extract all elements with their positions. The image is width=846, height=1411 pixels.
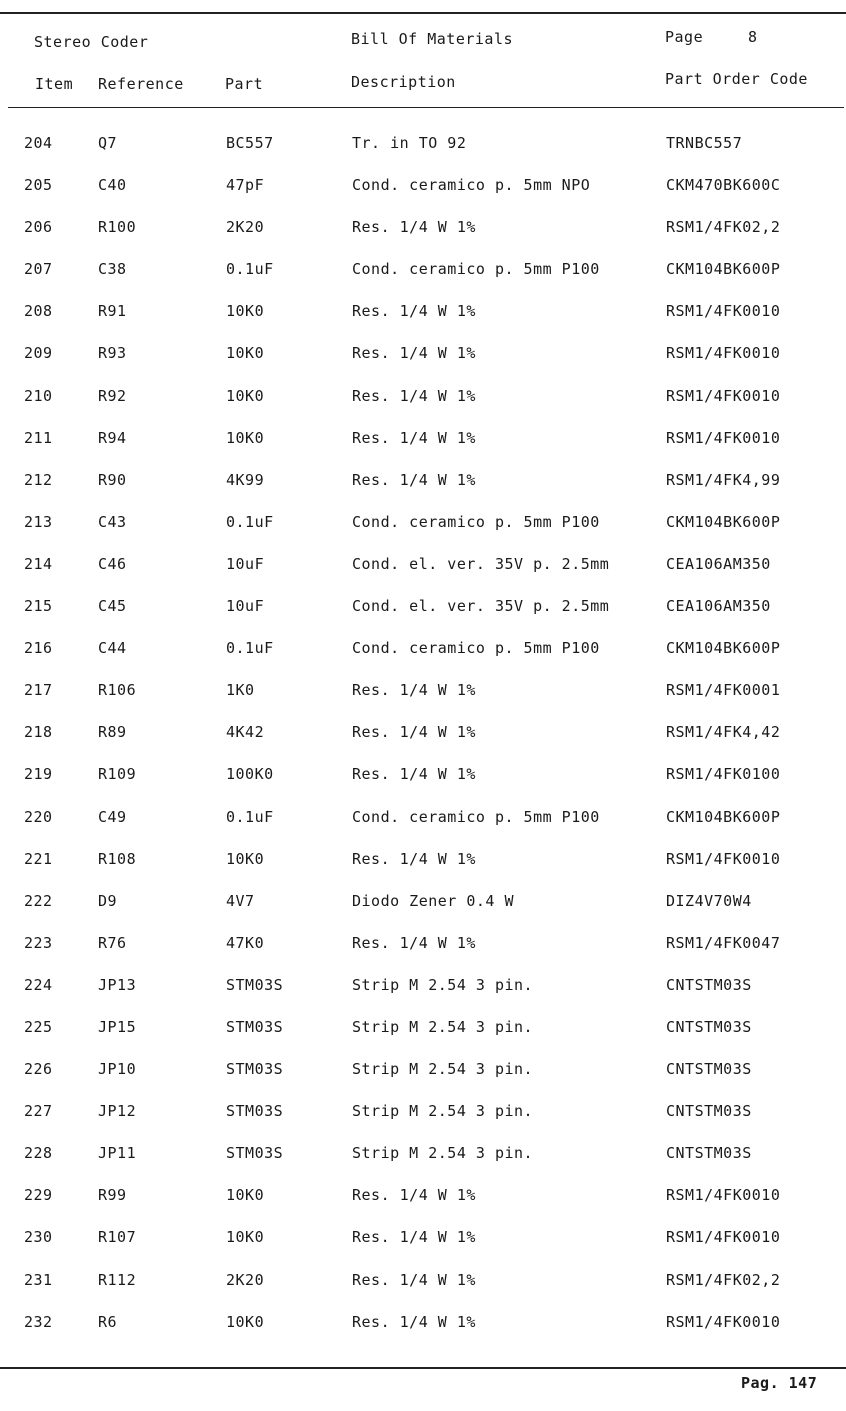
order-code-cell: RSM1/4FK0010 — [666, 849, 781, 868]
order-code-cell: CKM470BK600C — [666, 176, 781, 195]
item-cell: 211 — [24, 428, 53, 447]
bom-table — [0, 124, 846, 1345]
description-cell: Strip M 2.54 3 pin. — [352, 1060, 534, 1079]
header-rule — [8, 107, 844, 108]
item-cell: 218 — [24, 723, 53, 742]
description-cell: Strip M 2.54 3 pin. — [352, 1144, 534, 1163]
part-cell: 0.1uF — [226, 807, 274, 826]
reference-cell: R109 — [98, 765, 137, 784]
table-row — [0, 166, 846, 208]
table-row — [0, 1218, 846, 1260]
description-cell: Cond. ceramico p. 5mm NPO — [352, 176, 591, 195]
item-cell: 215 — [24, 597, 53, 616]
item-cell: 222 — [24, 891, 53, 910]
table-row — [0, 924, 846, 966]
item-cell: 221 — [24, 849, 53, 868]
table-row — [0, 292, 846, 334]
part-cell: 10K0 — [226, 302, 265, 321]
item-cell: 207 — [24, 260, 53, 279]
part-cell: 0.1uF — [226, 639, 274, 658]
item-cell: 230 — [24, 1228, 53, 1247]
section-title: Bill Of Materials — [351, 30, 514, 48]
item-cell: 217 — [24, 681, 53, 700]
table-row — [0, 250, 846, 292]
description-cell: Cond. el. ver. 35V p. 2.5mm — [352, 597, 610, 616]
page-number: 8 — [748, 28, 758, 46]
reference-cell: C40 — [98, 176, 127, 195]
reference-cell: R94 — [98, 428, 127, 447]
part-cell: 4K99 — [226, 470, 265, 489]
item-cell: 209 — [24, 344, 53, 363]
table-row — [0, 840, 846, 882]
reference-cell: R93 — [98, 344, 127, 363]
description-cell: Res. 1/4 W 1% — [352, 1312, 476, 1331]
order-code-cell: TRNBC557 — [666, 134, 743, 152]
part-cell: 10K0 — [226, 428, 265, 447]
reference-cell: R89 — [98, 723, 127, 742]
order-code-cell: RSM1/4FK0010 — [666, 1186, 781, 1205]
item-cell: 205 — [24, 176, 53, 195]
table-row — [0, 124, 846, 166]
table-row — [0, 755, 846, 797]
order-code-cell: CNTSTM03S — [666, 1144, 752, 1163]
part-cell: 4V7 — [226, 891, 255, 910]
reference-cell: JP15 — [98, 1017, 137, 1036]
description-cell: Res. 1/4 W 1% — [352, 218, 476, 237]
table-row — [0, 1008, 846, 1050]
item-cell: 220 — [24, 807, 53, 826]
description-cell: Res. 1/4 W 1% — [352, 765, 476, 784]
table-row — [0, 629, 846, 671]
part-cell: 10K0 — [226, 386, 265, 405]
reference-cell: C45 — [98, 597, 127, 616]
order-code-cell: CNTSTM03S — [666, 1102, 752, 1121]
item-cell: 227 — [24, 1102, 53, 1121]
column-header-order-code: Part Order Code — [665, 70, 808, 88]
reference-cell: R6 — [98, 1312, 118, 1331]
column-header-description: Description — [351, 73, 456, 91]
description-cell: Res. 1/4 W 1% — [352, 1186, 476, 1205]
table-row — [0, 208, 846, 250]
table-row — [0, 545, 846, 587]
part-cell: 10K0 — [226, 1228, 265, 1247]
table-row — [0, 713, 846, 755]
part-cell: 1K0 — [226, 681, 255, 700]
order-code-cell: CKM104BK600P — [666, 807, 781, 826]
part-cell: STM03S — [226, 975, 284, 994]
table-row — [0, 882, 846, 924]
order-code-cell: RSM1/4FK0010 — [666, 428, 781, 447]
reference-cell: R100 — [98, 218, 137, 237]
order-code-cell: CKM104BK600P — [666, 260, 781, 279]
description-cell: Cond. ceramico p. 5mm P100 — [352, 512, 600, 531]
table-row — [0, 966, 846, 1008]
order-code-cell: CNTSTM03S — [666, 1017, 752, 1036]
part-cell: 10uF — [226, 554, 265, 573]
description-cell: Strip M 2.54 3 pin. — [352, 1017, 534, 1036]
description-cell: Strip M 2.54 3 pin. — [352, 1102, 534, 1121]
description-cell: Res. 1/4 W 1% — [352, 344, 476, 363]
description-cell: Cond. ceramico p. 5mm P100 — [352, 807, 600, 826]
description-cell: Res. 1/4 W 1% — [352, 386, 476, 405]
part-cell: 47K0 — [226, 933, 265, 952]
description-cell: Res. 1/4 W 1% — [352, 470, 476, 489]
description-cell: Res. 1/4 W 1% — [352, 933, 476, 952]
order-code-cell: RSM1/4FK0010 — [666, 302, 781, 321]
description-cell: Diodo Zener 0.4 W — [352, 891, 515, 910]
order-code-cell: CNTSTM03S — [666, 975, 752, 994]
order-code-cell: RSM1/4FK0001 — [666, 681, 781, 700]
description-cell: Res. 1/4 W 1% — [352, 681, 476, 700]
item-cell: 213 — [24, 512, 53, 531]
reference-cell: R99 — [98, 1186, 127, 1205]
part-cell: 10K0 — [226, 1186, 265, 1205]
page-label: Page — [665, 28, 704, 46]
reference-cell: R90 — [98, 470, 127, 489]
reference-cell: C49 — [98, 807, 127, 826]
part-cell: BC557 — [226, 134, 274, 152]
reference-cell: R92 — [98, 386, 127, 405]
part-cell: 2K20 — [226, 218, 265, 237]
table-row — [0, 419, 846, 461]
part-cell: 10K0 — [226, 1312, 265, 1331]
description-cell: Res. 1/4 W 1% — [352, 428, 476, 447]
table-row — [0, 503, 846, 545]
part-cell: 10K0 — [226, 344, 265, 363]
order-code-cell: RSM1/4FK0010 — [666, 386, 781, 405]
part-cell: 10uF — [226, 597, 265, 616]
order-code-cell: CEA106AM350 — [666, 554, 771, 573]
document-title: Stereo Coder — [34, 33, 149, 51]
top-rule — [0, 12, 846, 14]
description-cell: Cond. ceramico p. 5mm P100 — [352, 260, 600, 279]
item-cell: 228 — [24, 1144, 53, 1163]
item-cell: 214 — [24, 554, 53, 573]
column-header-item: Item — [35, 75, 74, 93]
part-cell: 2K20 — [226, 1270, 265, 1289]
part-cell: STM03S — [226, 1060, 284, 1079]
description-cell: Res. 1/4 W 1% — [352, 302, 476, 321]
description-cell: Cond. el. ver. 35V p. 2.5mm — [352, 554, 610, 573]
part-cell: 100K0 — [226, 765, 274, 784]
reference-cell: JP13 — [98, 975, 137, 994]
order-code-cell: RSM1/4FK02,2 — [666, 1270, 781, 1289]
reference-cell: JP11 — [98, 1144, 137, 1163]
table-row — [0, 334, 846, 376]
table-row — [0, 671, 846, 713]
footer-page-number: Pag. 147 — [741, 1374, 818, 1392]
item-cell: 232 — [24, 1312, 53, 1331]
reference-cell: R106 — [98, 681, 137, 700]
reference-cell: D9 — [98, 891, 118, 910]
order-code-cell: CKM104BK600P — [666, 639, 781, 658]
table-row — [0, 377, 846, 419]
part-cell: 0.1uF — [226, 512, 274, 531]
description-cell: Res. 1/4 W 1% — [352, 723, 476, 742]
part-cell: 47pF — [226, 176, 265, 195]
description-cell: Res. 1/4 W 1% — [352, 1270, 476, 1289]
column-header-part: Part — [225, 75, 264, 93]
reference-cell: C44 — [98, 639, 127, 658]
reference-cell: R112 — [98, 1270, 137, 1289]
table-row — [0, 1134, 846, 1176]
table-row — [0, 1176, 846, 1218]
item-cell: 212 — [24, 470, 53, 489]
item-cell: 225 — [24, 1017, 53, 1036]
reference-cell: C38 — [98, 260, 127, 279]
reference-cell: Q7 — [98, 134, 118, 152]
order-code-cell: RSM1/4FK0010 — [666, 1312, 781, 1331]
reference-cell: JP12 — [98, 1102, 137, 1121]
order-code-cell: RSM1/4FK0010 — [666, 344, 781, 363]
reference-cell: R108 — [98, 849, 137, 868]
part-cell: STM03S — [226, 1102, 284, 1121]
part-cell: STM03S — [226, 1144, 284, 1163]
table-row — [0, 1303, 846, 1345]
order-code-cell: CEA106AM350 — [666, 597, 771, 616]
description-cell: Cond. ceramico p. 5mm P100 — [352, 639, 600, 658]
reference-cell: C46 — [98, 554, 127, 573]
item-cell: 219 — [24, 765, 53, 784]
item-cell: 204 — [24, 134, 53, 152]
part-cell: STM03S — [226, 1017, 284, 1036]
description-cell: Res. 1/4 W 1% — [352, 1228, 476, 1247]
order-code-cell: DIZ4V70W4 — [666, 891, 752, 910]
reference-cell: R76 — [98, 933, 127, 952]
item-cell: 216 — [24, 639, 53, 658]
order-code-cell: CKM104BK600P — [666, 512, 781, 531]
part-cell: 0.1uF — [226, 260, 274, 279]
order-code-cell: RSM1/4FK4,42 — [666, 723, 781, 742]
item-cell: 223 — [24, 933, 53, 952]
item-cell: 210 — [24, 386, 53, 405]
item-cell: 206 — [24, 218, 53, 237]
order-code-cell: RSM1/4FK02,2 — [666, 218, 781, 237]
item-cell: 208 — [24, 302, 53, 321]
table-row — [0, 587, 846, 629]
part-cell: 10K0 — [226, 849, 265, 868]
item-cell: 229 — [24, 1186, 53, 1205]
reference-cell: JP10 — [98, 1060, 137, 1079]
bottom-rule — [0, 1367, 846, 1369]
order-code-cell: RSM1/4FK0100 — [666, 765, 781, 784]
table-row — [0, 1050, 846, 1092]
item-cell: 224 — [24, 975, 53, 994]
description-cell: Strip M 2.54 3 pin. — [352, 975, 534, 994]
reference-cell: R91 — [98, 302, 127, 321]
order-code-cell: CNTSTM03S — [666, 1060, 752, 1079]
item-cell: 226 — [24, 1060, 53, 1079]
part-cell: 4K42 — [226, 723, 265, 742]
order-code-cell: RSM1/4FK0010 — [666, 1228, 781, 1247]
order-code-cell: RSM1/4FK4,99 — [666, 470, 781, 489]
order-code-cell: RSM1/4FK0047 — [666, 933, 781, 952]
table-row — [0, 1092, 846, 1134]
description-cell: Res. 1/4 W 1% — [352, 849, 476, 868]
description-cell: Tr. in TO 92 — [352, 134, 467, 152]
table-row — [0, 461, 846, 503]
column-header-reference: Reference — [98, 75, 184, 93]
table-row — [0, 1261, 846, 1303]
item-cell: 231 — [24, 1270, 53, 1289]
table-row — [0, 798, 846, 840]
reference-cell: C43 — [98, 512, 127, 531]
reference-cell: R107 — [98, 1228, 137, 1247]
